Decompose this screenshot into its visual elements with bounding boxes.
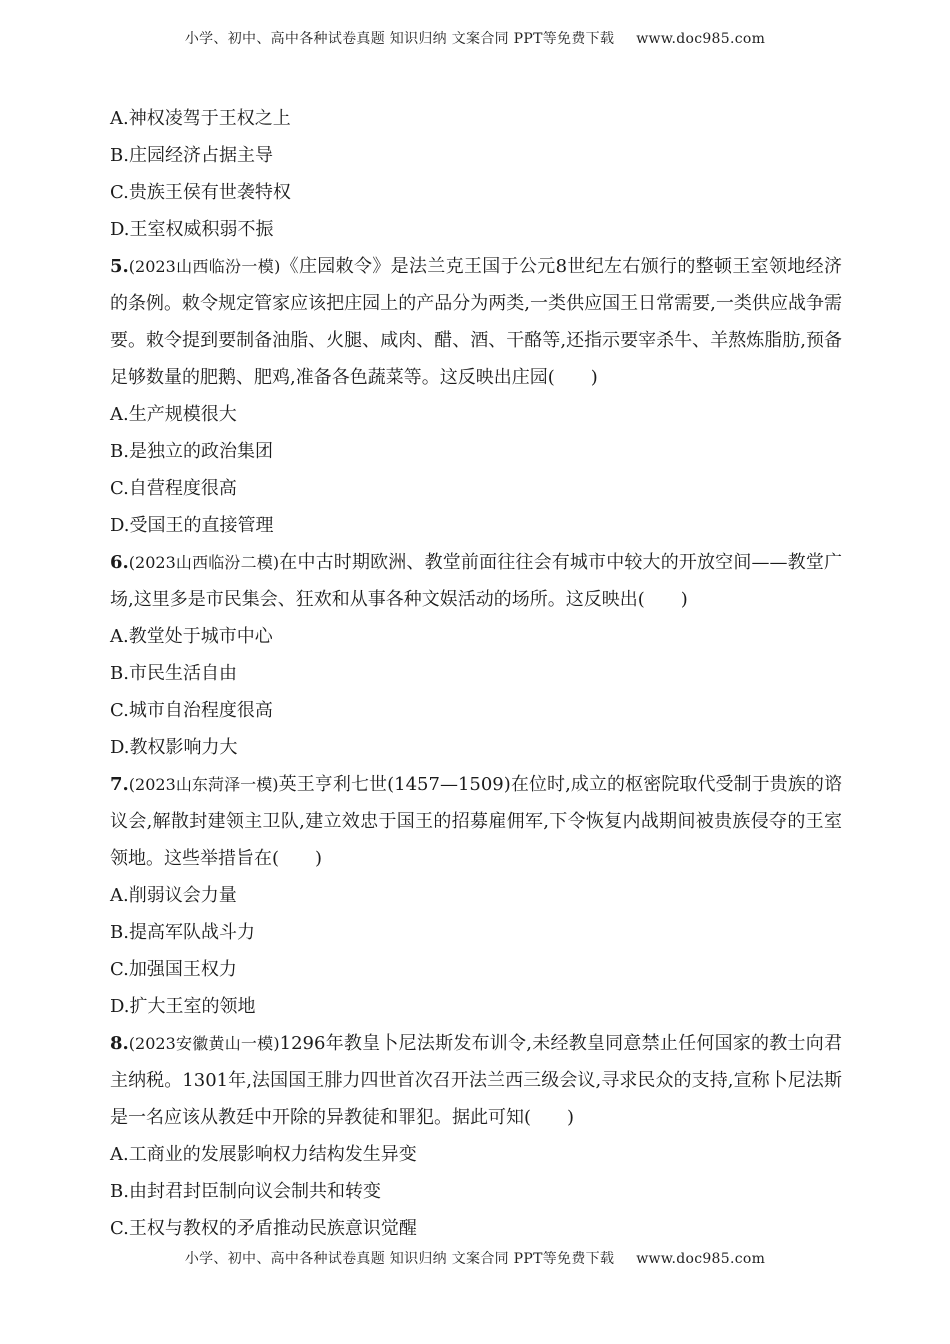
footer-text: 小学、初中、高中各种试卷真题 知识归纳 文案合同 PPT等免费下载 xyxy=(184,1251,615,1267)
q4-option-c: C.贵族王侯有世袭特权 xyxy=(110,182,291,203)
q8-source: (2023安徽黄山一模) xyxy=(128,1034,280,1053)
q5-option-b: B.是独立的政治集团 xyxy=(110,441,273,462)
q4-option-d: D.王室权威积弱不振 xyxy=(110,219,274,240)
page-footer xyxy=(0,1248,950,1268)
question-6 xyxy=(110,544,842,618)
q5-option-c: C.自营程度很高 xyxy=(110,478,237,499)
q8-stem: 1296年教皇卜尼法斯发布训令,未经教皇同意禁止任何国家的教士向君主纳税。1301年,法国国王腓力四世首次召开法兰西三级会议,寻求民众的支持,宣称卜尼法斯是一名应该从教廷中开除的异教徒和罪犯。据此可知( ) xyxy=(110,1033,842,1128)
q7-number: 7. xyxy=(110,774,129,795)
q5-source: (2023山西临汾一模) xyxy=(128,257,281,276)
q7-option-a: A.削弱议会力量 xyxy=(110,885,237,906)
q5-option-d: D.受国王的直接管理 xyxy=(110,515,274,536)
q6-stem: 在中古时期欧洲、教堂前面往往会有城市中较大的开放空间——教堂广场,这里多是市民集会、狂欢和从事各种文娱活动的场所。这反映出( ) xyxy=(110,552,842,610)
q7-option-d: D.扩大王室的领地 xyxy=(110,996,256,1017)
header-text: 小学、初中、高中各种试卷真题 知识归纳 文案合同 PPT等免费下载 xyxy=(184,31,615,47)
q5-option-a: A.生产规模很大 xyxy=(110,404,237,425)
q6-option-d: D.教权影响力大 xyxy=(110,737,238,758)
q5-stem: 《庄园敕令》是法兰克王国于公元8世纪左右颁行的整顿王室领地经济的条例。敕令规定管家应该把庄园上的产品分为两类,一类供应国王日常需要,一类供应战争需要。敕令提到要制备油脂、火腿、咸肉、醋、酒、干酪等,还指示要宰杀牛、羊熬炼脂肪,预备足够数量的肥鹅、肥鸡,准备各色蔬菜等。这反映出庄园( ) xyxy=(110,256,842,388)
page-header xyxy=(0,28,950,48)
q6-number: 6. xyxy=(110,552,129,573)
q6-option-c: C.城市自治程度很高 xyxy=(110,700,273,721)
question-8 xyxy=(110,1025,842,1136)
q8-option-a: A.工商业的发展影响权力结构发生异变 xyxy=(110,1144,417,1165)
q5-number: 5. xyxy=(110,256,129,277)
footer-url[interactable]: www.doc985.com xyxy=(636,1251,766,1267)
q6-source: (2023山西临汾二模) xyxy=(128,553,280,572)
q7-option-c: C.加强国王权力 xyxy=(110,959,237,980)
q4-option-b: B.庄园经济占据主导 xyxy=(110,145,273,166)
q7-source: (2023山东菏泽一模) xyxy=(128,775,279,794)
q8-option-c: C.王权与教权的矛盾推动民族意识觉醒 xyxy=(110,1218,417,1239)
q6-option-b: B.市民生活自由 xyxy=(110,663,237,684)
q7-option-b: B.提高军队战斗力 xyxy=(110,922,255,943)
document-body xyxy=(110,100,842,1247)
header-url[interactable]: www.doc985.com xyxy=(636,31,766,47)
q7-stem: 英王亨利七世(1457—1509)在位时,成立的枢密院取代受制于贵族的谘议会,解散封建领主卫队,建立效忠于国王的招募雇佣军,下令恢复内战期间被贵族侵夺的王室领地。这些举措旨在( ) xyxy=(110,774,842,869)
q8-option-b: B.由封君封臣制向议会制共和转变 xyxy=(110,1181,381,1202)
question-7 xyxy=(110,766,842,877)
question-5 xyxy=(110,248,842,396)
q8-number: 8. xyxy=(110,1033,129,1054)
q6-option-a: A.教堂处于城市中心 xyxy=(110,626,273,647)
q4-option-a: A.神权凌驾于王权之上 xyxy=(110,108,291,129)
